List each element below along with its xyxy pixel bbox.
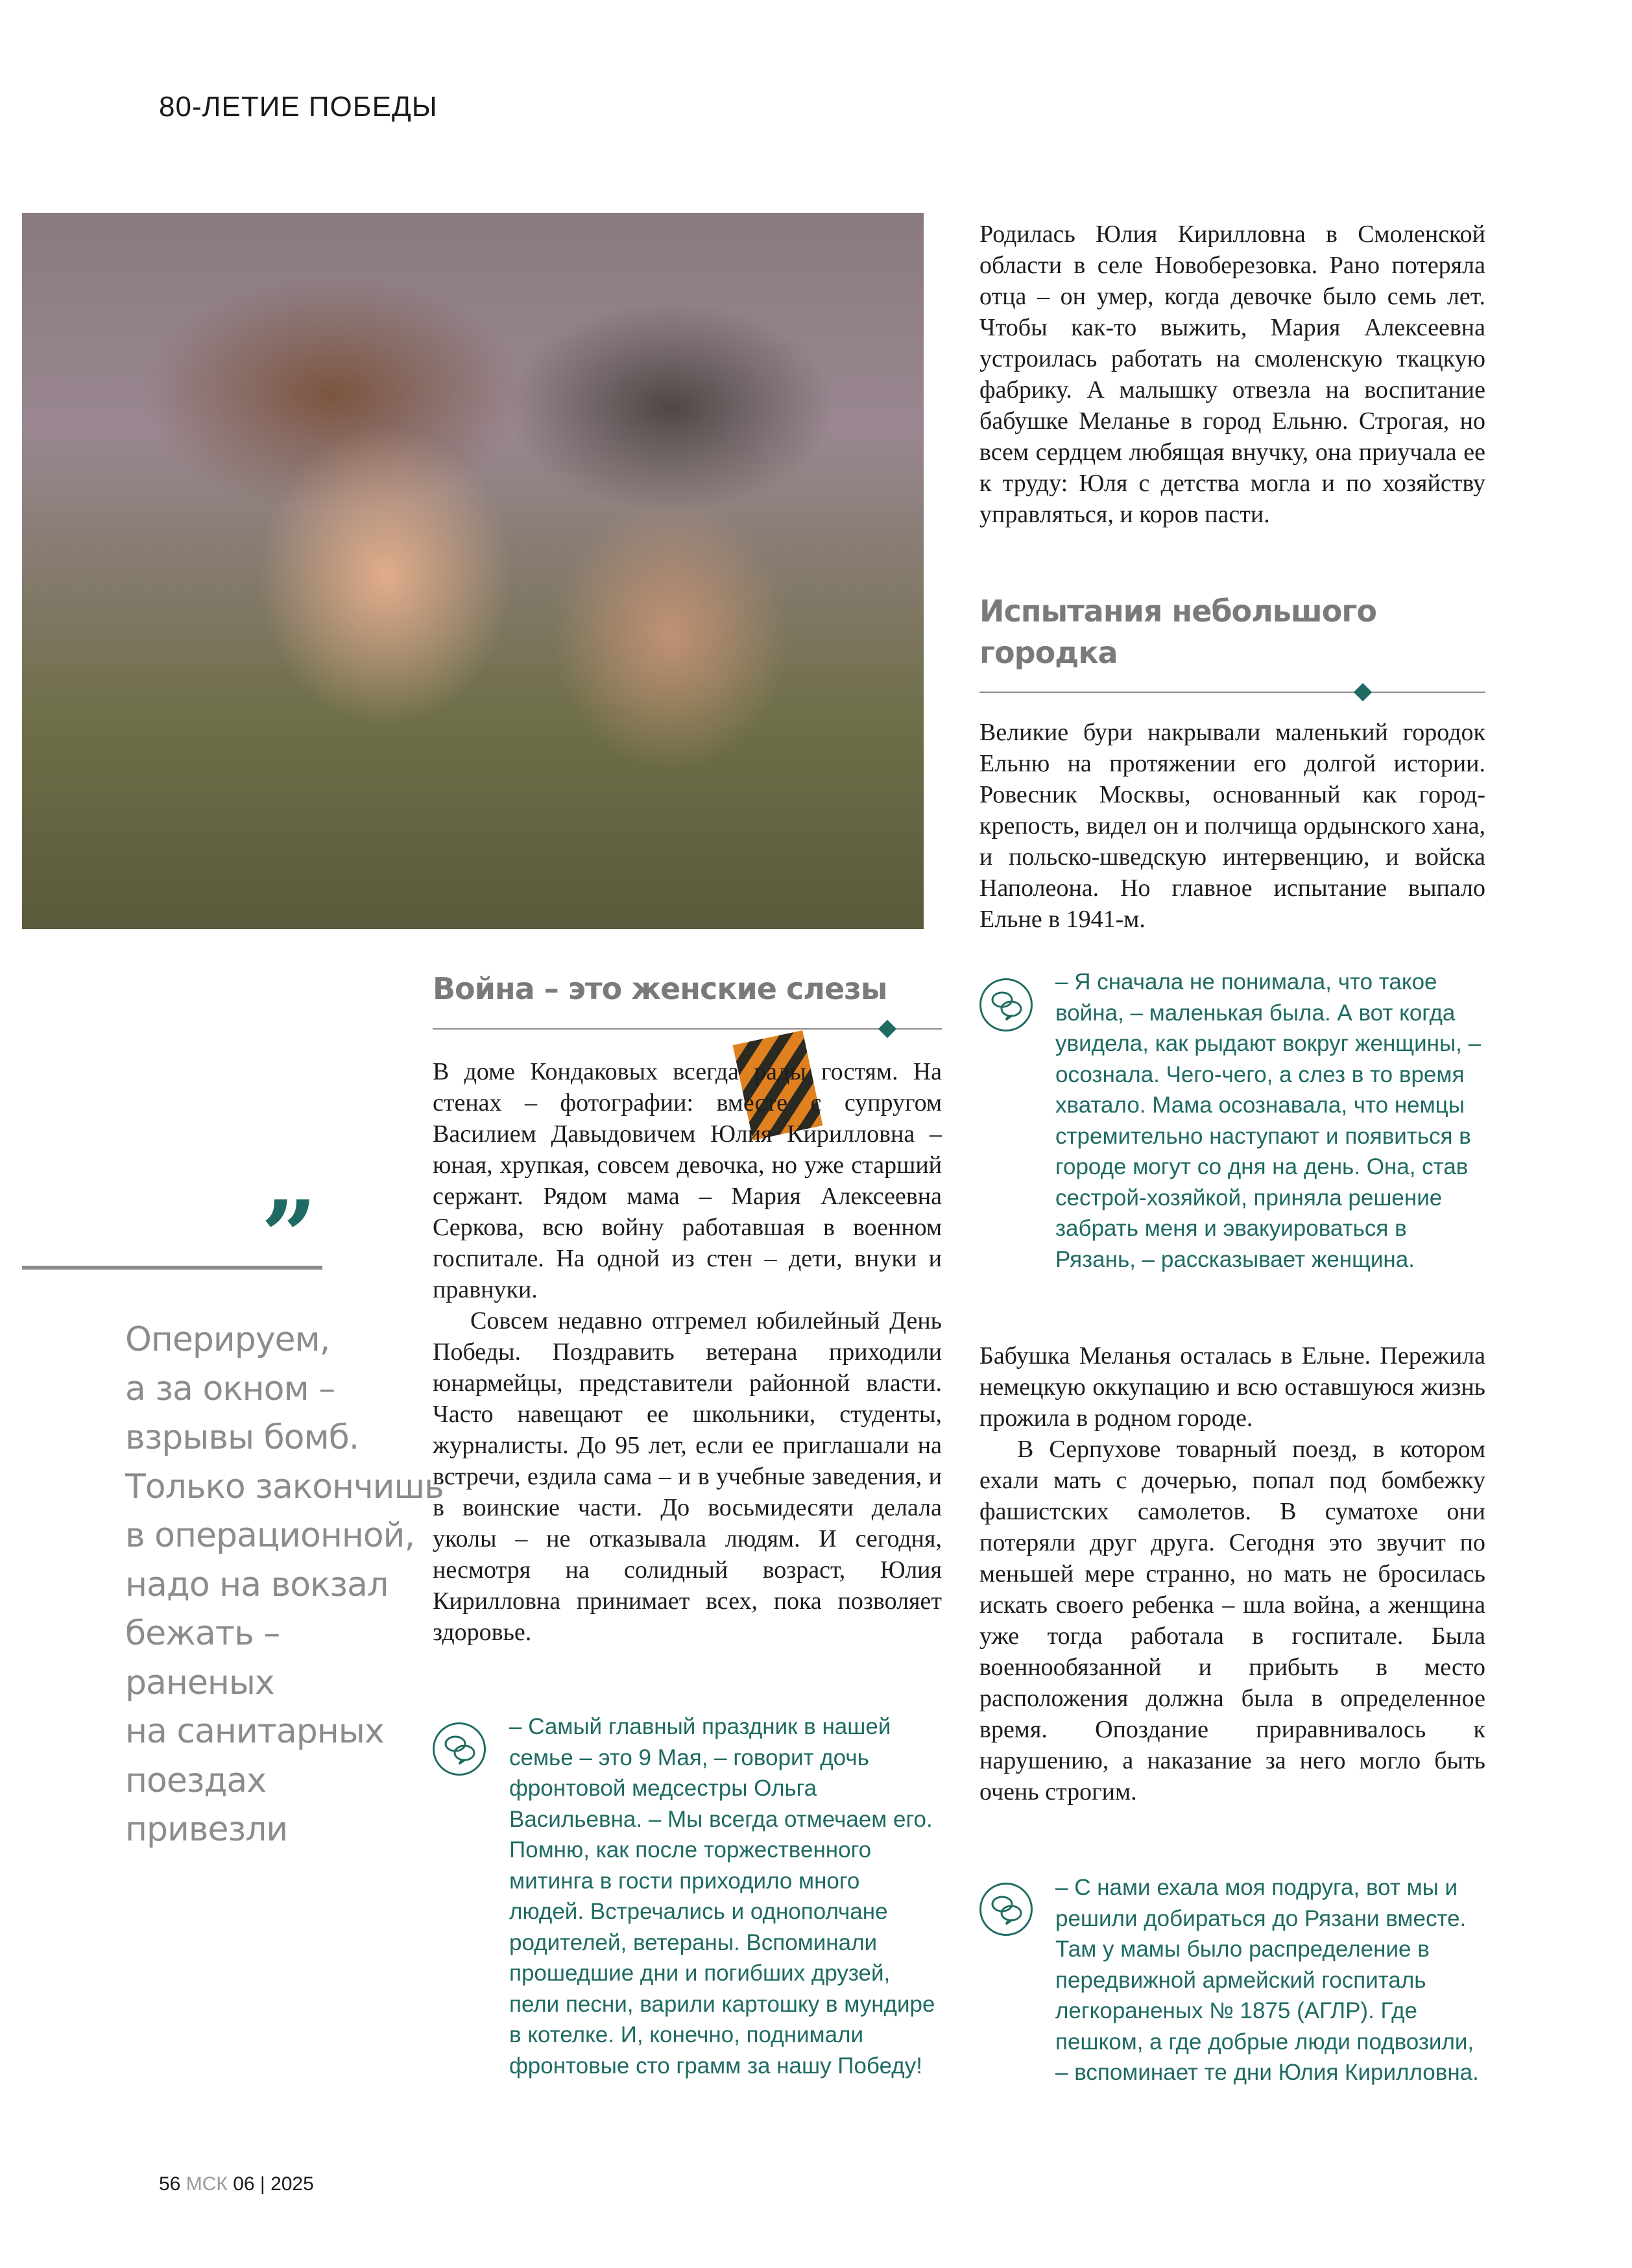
issue-year: 2025 <box>270 2173 314 2195</box>
pullquote-rule <box>22 1266 322 1270</box>
women-text <box>433 1056 942 1648</box>
trials-paragraph: Великие бури накрывали маленький городок Ельню на протяжении его долгой истории. Ровесник Москвы, основанный как город-крепость, видел он и полчища ордынского хана, и польско-шведскую интервенцию, и войска Наполеона. Но главное испытание выпало Ельне в 1941-м. <box>979 719 1485 933</box>
speech-bubbles-icon <box>979 1883 1033 1936</box>
section-title-women: Война – это женские слезы <box>433 971 887 1006</box>
section-title-trials-line1: Испытания небольшого <box>979 594 1376 629</box>
serpukhov-paragraph: В Серпухове товарный поезд, в котором ехали мать с дочерью, попал под бомбежку фашистских самолетов. В суматохе они потеряли друг друга. Сегодня это звучит по меньшей мере странно, но мать не бросилась искать своего ребенка – шла война, а женщина уже тогда работала в госпитале. Была военнообязанной и прибыть в место расположения должна была в определенное время. Опоздание приравнивалось к нарушению, а наказание за него могло быть очень строгим. <box>979 1436 1485 1805</box>
section-title-trials-line2: городка <box>979 635 1118 670</box>
speech-bubbles-icon <box>433 1722 486 1776</box>
pullquote <box>125 1316 444 1855</box>
pullquote-line: а за окном – <box>125 1369 335 1408</box>
women-paragraph: В доме Кондаковых всегда рады гостям. На стенах – фотографии: вместе с супругом Василием Давыдовичем Юлия Кирилловна – юная, хрупкая, совсем девочка, но уже старший сержант. Рядом мама – Мария Алексеевна Серкова, всю войну работавшая в военном госпитале. На одной из стен – дети, внуки и правнуки. <box>433 1058 942 1303</box>
page-footer <box>159 2173 314 2195</box>
serpukhov-paragraph: Бабушка Меланья осталась в Ельне. Пережила немецкую оккупацию и всю оставшуюся жизнь прожила в родном городе. <box>979 1342 1485 1432</box>
serpukhov-text <box>979 1340 1485 1807</box>
diamond-ornament <box>1354 683 1372 701</box>
section-header: 80-ЛЕТИЕ ПОБЕДЫ <box>159 91 438 123</box>
pullquote-line: надо на вокзал <box>125 1565 389 1604</box>
pullquote-line: раненых <box>125 1663 274 1702</box>
quote-victory: – Самый главный праздник в нашей семье – это 9 Мая, – говорит дочь фронтовой медсестры Ольга Васильевна. – Мы всегда отмечаем его. Помню, как после торжественного митинга в гости приходило много людей. Встречались и однополчане родителей, ветераны. Вспоминали прошедшие дни и погибших друзей, пели песни, варили картошку в мундире в котелке. И, конечно, поднимали фронтовые сто грамм за нашу Победу! <box>509 1714 935 2079</box>
pullquote-line: Оперируем, <box>125 1320 330 1359</box>
section-title-trials <box>979 590 1485 673</box>
quote-ryazan: – С нами ехала моя подруга, вот мы и решили добираться до Рязани вместе. Там у мамы было распределение в передвижной армейский госпиталь легкораненых № 1875 (АГЛР). Где пешком, а где добрые люди подвозили, – вспоминает те дни Юлия Кирилловна. <box>1055 1875 1479 2085</box>
pullquote-line: на санитарных <box>125 1712 384 1751</box>
quote-mark-icon: „ <box>263 1124 319 1238</box>
footer-separator: | <box>259 2173 265 2195</box>
issue-number: 06 <box>233 2173 255 2195</box>
page-number: 56 <box>159 2173 181 2195</box>
speech-bubbles-icon <box>979 978 1033 1031</box>
intro-text <box>979 219 1485 530</box>
pullquote-line: привезли <box>125 1810 288 1849</box>
archival-photo-two-women <box>22 213 924 929</box>
quote-war: – Я сначала не понимала, что такое война, – маленькая была. А вот когда увидела, как рыдают вокруг женщины, – осознала. Чего-чего, а слез в то время хватало. Мама осознавала, что немцы стремительно наступают и появиться в городе могут со дня на день. Она, став сестрой-хозяйкой, приняла решение забрать меня и эвакуироваться в Рязань, – рассказывает женщина. <box>1055 969 1482 1272</box>
pullquote-line: Только закончишь <box>125 1467 444 1506</box>
pullquote-line: бежать – <box>125 1614 280 1653</box>
section-rule-trials <box>979 692 1485 693</box>
diamond-ornament <box>878 1020 896 1038</box>
intro-paragraph: Родилась Юлия Кирилловна в Смоленской области в селе Новоберезовка. Рано потеряла отца – он умер, когда девочке было семь лет. Чтобы как-то выжить, Мария Алексеевна устроилась работать на смоленскую ткацкую фабрику. А малышку отвезла на воспитание бабушке Меланье в город Ельню. Строгая, но всем сердцем любящая внучку, она приучала ее к труду: Юля с детства могла и по хозяйству управляться, и коров пасти. <box>979 221 1485 528</box>
pullquote-line: взрывы бомб. <box>125 1418 359 1457</box>
women-paragraph: Совсем недавно отгремел юбилейный День Победы. Поздравить ветерана приходили юнармейцы, представители районной власти. Часто навещают ее школьники, студенты, журналисты. До 95 лет, если ее приглашали на встречи, ездила сама – и в учебные заведения, и в воинские части. До восьмидесяти делала уколы – не отказывала людям. И сегодня, несмотря на солидный возраст, Юлия Кирилловна принимает всех, пока позволяет здоровье. <box>433 1307 942 1646</box>
section-rule-women <box>433 1028 942 1030</box>
trials-text <box>979 717 1485 935</box>
pullquote-line: в операционной, <box>125 1516 414 1555</box>
magazine-name: МСК <box>186 2173 228 2195</box>
pullquote-line: поездах <box>125 1761 267 1800</box>
